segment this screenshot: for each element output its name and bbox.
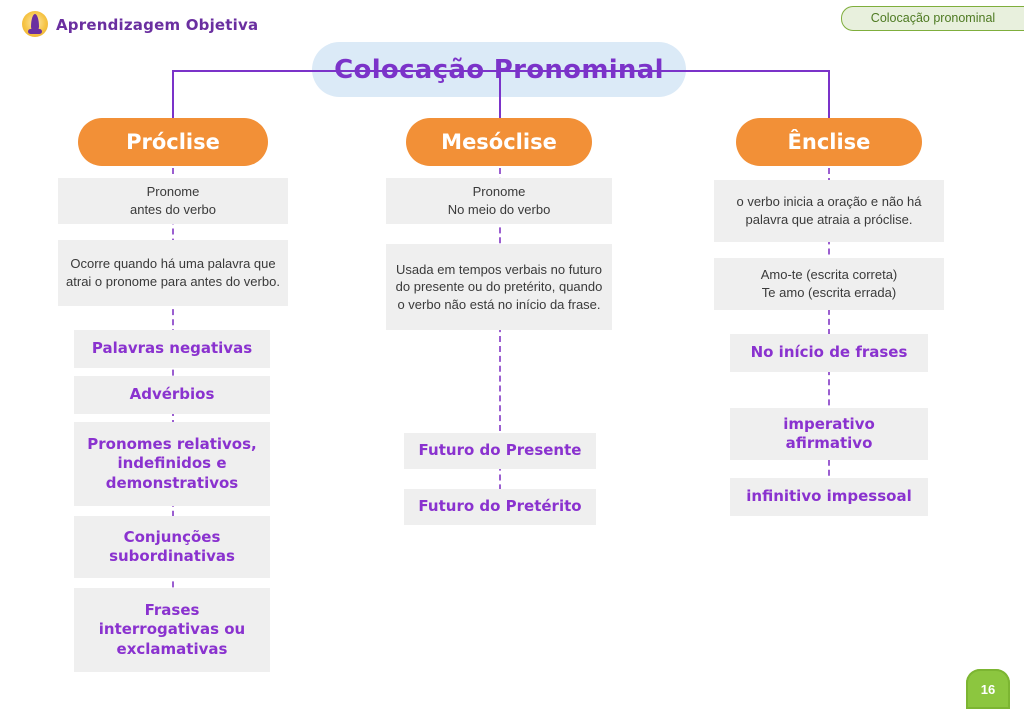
card-mesoclise-1	[386, 178, 612, 224]
card-mesoclise-4	[404, 489, 596, 525]
card-text: Palavras negativas	[91, 339, 253, 358]
card-enclise-1	[714, 180, 944, 242]
brand-label: Aprendizagem Objetiva	[56, 16, 259, 34]
page-title: Colocação Pronominal	[334, 54, 664, 85]
card-text: Advérbios	[129, 385, 215, 404]
topic-badge: Colocação pronominal	[841, 6, 1024, 31]
card-text: Frases interrogativas ou exclamativas	[98, 600, 246, 658]
card-proclise-1	[58, 178, 288, 224]
card-proclise-5	[74, 422, 270, 506]
card-text: o verbo inicia a oração e não há palavra que atraia a próclise.	[736, 194, 922, 227]
card-text: Ocorre quando há uma palavra que atrai o pronome para antes do verbo.	[66, 256, 280, 289]
card-text: Amo-te (escrita correta) Te amo (escrita errada)	[760, 267, 898, 300]
card-text: No início de frases	[750, 343, 908, 362]
connector-mesoclise-down	[499, 70, 501, 118]
card-text: Pronome No meio do verbo	[447, 184, 551, 217]
connector-enclise-down	[828, 70, 830, 118]
card-mesoclise-2	[386, 244, 612, 330]
card-proclise-2	[58, 240, 288, 306]
column-head-proclise: Próclise	[78, 118, 268, 166]
card-text: Conjunções subordinativas	[109, 527, 235, 565]
flame-logo-icon	[22, 8, 48, 42]
brand	[22, 8, 258, 42]
card-text: Usada em tempos verbais no futuro do presente ou do pretérito, quando o verbo não está no início da frase.	[395, 261, 603, 312]
card-text: Pronomes relativos, indefinidos e demonstrativos	[87, 434, 257, 492]
card-text: imperativo afirmativo	[783, 414, 875, 452]
connector-proclise-down	[172, 70, 174, 118]
card-text: Pronome antes do verbo	[129, 184, 216, 217]
card-text: Futuro do Pretérito	[418, 497, 582, 516]
card-enclise-3	[730, 334, 928, 372]
card-text: Futuro do Presente	[418, 441, 582, 460]
card-proclise-6	[74, 516, 270, 578]
column-head-mesoclise: Mesóclise	[406, 118, 592, 166]
card-mesoclise-3	[404, 433, 596, 469]
card-proclise-3	[74, 330, 270, 368]
card-proclise-7	[74, 588, 270, 672]
card-proclise-4	[74, 376, 270, 414]
page-number-badge: 16	[966, 669, 1010, 709]
column-head-enclise: Ênclise	[736, 118, 922, 166]
card-enclise-2	[714, 258, 944, 310]
card-text: infinitivo impessoal	[746, 487, 912, 506]
card-enclise-4	[730, 408, 928, 460]
card-enclise-5	[730, 478, 928, 516]
